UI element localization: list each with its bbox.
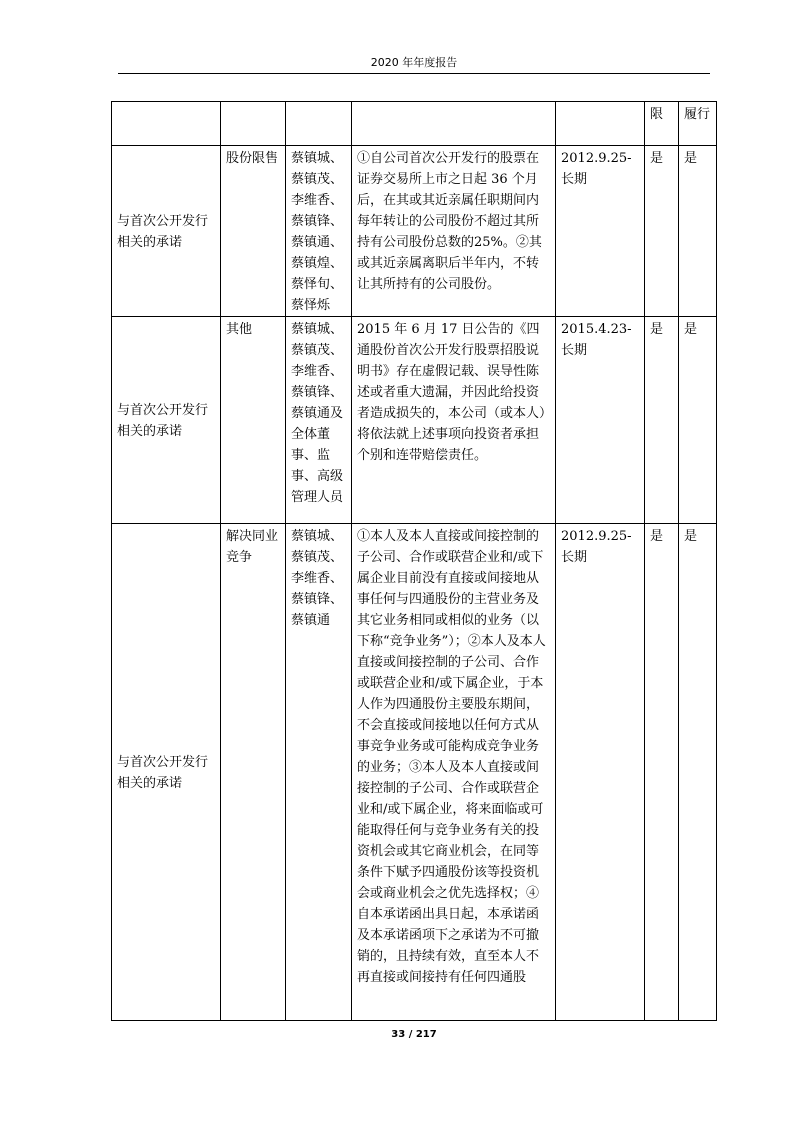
fulfilled-cell: 是: [679, 317, 717, 524]
has-limit-cell: 是: [645, 146, 679, 317]
table-row: [112, 524, 717, 1021]
fulfilled-cell: 是: [679, 146, 717, 317]
table-cell: [352, 102, 556, 146]
commitment-category-cell: 与首次公开发行相关的承诺: [112, 146, 221, 317]
table-cell: [112, 102, 221, 146]
table-row: [112, 317, 717, 524]
commitment-type-cell: 其他: [221, 317, 286, 524]
commitment-time-cell: 2012.9.25-长期: [556, 524, 645, 1021]
report-header-title: 2020 年年度报告: [370, 56, 458, 69]
commitment-category-cell: 与首次公开发行相关的承诺: [112, 317, 221, 524]
table-cell: 限: [645, 102, 679, 146]
table-cell: [286, 102, 352, 146]
table-cell: [221, 102, 286, 146]
has-limit-cell: 是: [645, 317, 679, 524]
commitment-party-cell: 蔡镇城、蔡镇茂、李维香、蔡镇锋、蔡镇通及全体董事、监事、高级管理人员: [286, 317, 352, 524]
commitment-time-cell: 2012.9.25-长期: [556, 146, 645, 317]
commitment-category-cell: 与首次公开发行相关的承诺: [112, 524, 221, 1021]
commitment-content-cell: 2015 年 6 月 17 日公告的《四通股份首次公开发行股票招股说明书》存在虚假记载、误导性陈述或者重大遗漏，并因此给投资者造成损失的，本公司（或本人）将依法就上述事项向投资者承担个别和连带赔偿责任。: [352, 317, 556, 524]
has-limit-cell: 是: [645, 524, 679, 1021]
commitment-party-cell: 蔡镇城、蔡镇茂、李维香、蔡镇锋、蔡镇通: [286, 524, 352, 1021]
fulfilled-cell: 是: [679, 524, 717, 1021]
commitment-type-cell: 解决同业竞争: [221, 524, 286, 1021]
page-number: 33 / 217: [391, 1029, 437, 1040]
table-row: [112, 146, 717, 317]
table-continuation-header-row: [112, 102, 717, 146]
commitment-content-cell: ①本人及本人直接或间接控制的子公司、合作或联营企业和/或下属企业目前没有直接或间接地从事任何与四通股份的主营业务及其它业务相同或相似的业务（以下称“竞争业务”）；②本人及本人直接或间接控制的子公司、合作或联营企业和/或下属企业，于本人作为四通股份主要股东期间，不会直接或间接地以任何方式从事竞争业务或可能构成竞争业务的业务；③本人及本人直接或间接控制的子公司、合作或联营企业和/或下属企业，将来面临或可能取得任何与竞争业务有关的投资机会或其它商业机会，在同等条件下赋予四通股份该等投资机会或商业机会之优先选择权；④自本承诺函出具日起，本承诺函及本承诺函项下之承诺为不可撤销的，且持续有效，直至本人不再直接或间接持有任何四通股: [352, 524, 556, 1021]
header-divider: [118, 73, 710, 74]
commitment-party-cell: 蔡镇城、蔡镇茂、李维香、蔡镇锋、蔡镇通、蔡镇煌、蔡怿旬、蔡怿烁: [286, 146, 352, 317]
commitment-time-cell: 2015.4.23-长期: [556, 317, 645, 524]
table-cell: [556, 102, 645, 146]
commitment-type-cell: 股份限售: [221, 146, 286, 317]
commitment-content-cell: ①自公司首次公开发行的股票在证券交易所上市之日起 36 个月后，在其或其近亲属任职期间内每年转让的公司股份不超过其所持有公司股份总数的25%。②其或其近亲属离职后半年内，不转让其所持有的公司股份。: [352, 146, 556, 317]
commitment-table: [111, 101, 717, 1021]
table-cell: 履行: [679, 102, 717, 146]
